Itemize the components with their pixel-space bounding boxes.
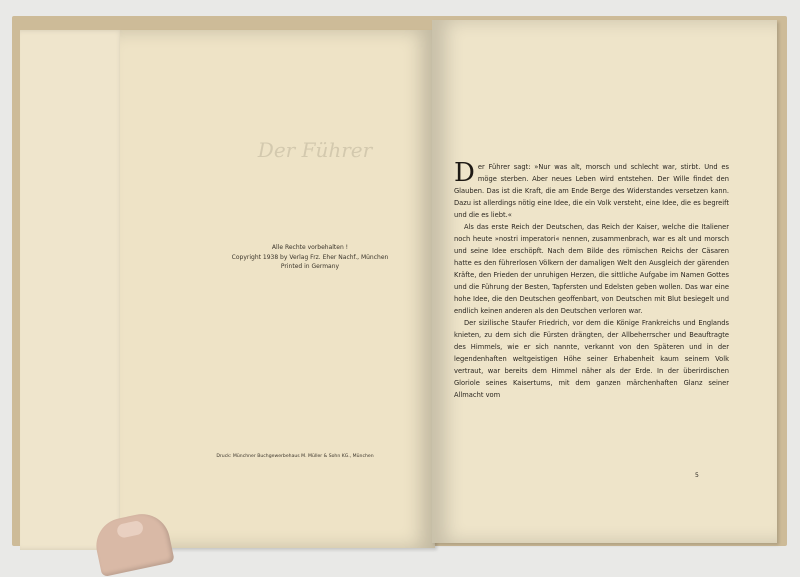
left-page (120, 30, 435, 548)
showthrough-title: Der Führer (257, 138, 373, 162)
endpaper (20, 30, 125, 550)
paragraph: Der Führer sagt: »Nur was alt, morsch und schlecht war, stirbt. Und es möge sterben. Aber neues Leben wird entstehen. Der Wille findet den Glauben. Das ist die Kraft, die am Ende Berge des Widerstandes versetzen kann. Dazu ist allerdings nötig eine Idee, die ein Volk versteht, eine Idee, die es begreift und die es liebt.« (454, 158, 729, 219)
thumb-nail (116, 520, 144, 539)
right-page (432, 20, 777, 543)
printer-line: Druck: Münchner Buchgewerbehaus M. Müller & Sohn KG., München (216, 454, 374, 459)
paragraph: Als das erste Reich der Deutschen, das Reich der Kaiser, welche die Italiener noch heute »nostri imperatori« nennen, zusammenbrach, war es alt und morsch und seine Idee erschöpft. Nach dem Bilde des römischen Reichs der Cäsaren hatte es den führerlosen Völkern der damaligen Welt den Ausgleich der gärenden Kräfte, den Frieden der unruhigen Herzen, die sittliche Aufgabe im Namen Gottes und die Führung der Besten, Tapfersten und Edelsten geben wollen. Das war eine hohe Idee, die den Deutschen geoffenbart, von Deutschen mit Blut besiegelt und endlich keinen anderen als den Deutschen verloren war. (454, 223, 729, 315)
paragraph: Der sizilische Staufer Friedrich, vor dem die Könige Frankreichs und Englands knieten, zu dem sich die Fürsten drängten, der Allbeherrscher und Beauftragte des Himmels, wie er sich nannte, verkannt von den Späteren und in der legendenhaften weltgeistigen Höhe seiner Erhabenheit kaum seinem Volk vertraut, war bereits dem Himmel näher als der Erde. In der überirdischen Gloriole seines Kaisertums, mit dem ganzen märchenhaften Glanz seiner Allmacht vom (454, 319, 729, 399)
imprint-block (210, 243, 410, 272)
drop-cap: D (454, 158, 475, 188)
body-text (454, 158, 729, 401)
copyright-line: Copyright 1938 by Verlag Frz. Eher Nachf., München (231, 253, 389, 261)
page-number: 5 (695, 472, 699, 479)
printed-in-line: Printed in Germany (280, 263, 340, 270)
rights-line: Alle Rechte vorbehalten ! (271, 244, 349, 251)
